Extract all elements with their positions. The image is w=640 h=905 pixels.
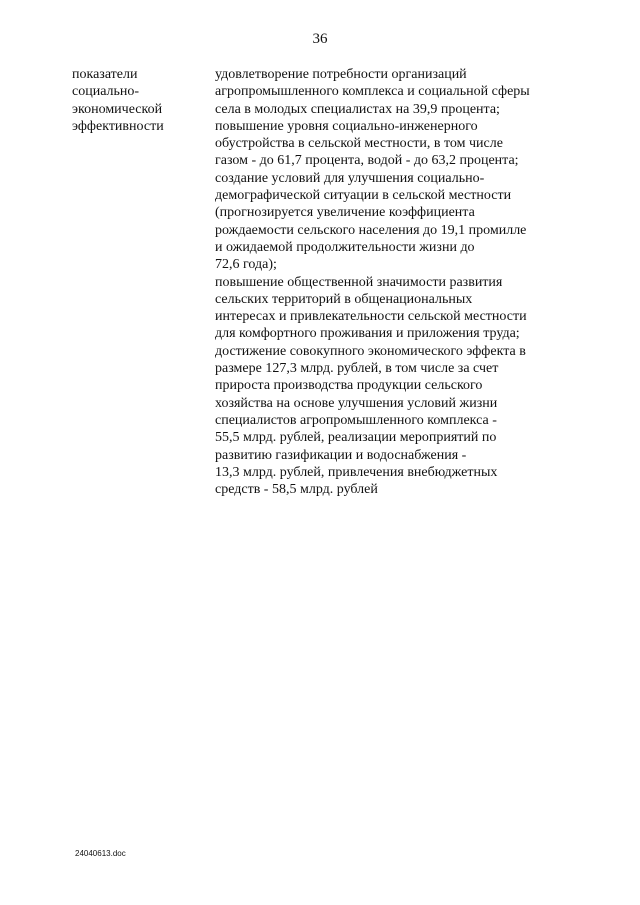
indicator-description xyxy=(215,66,575,498)
content-line: агропромышленного комплекса и социальной сферы xyxy=(215,84,530,100)
label-line: социально- xyxy=(72,84,140,100)
content-line: интересах и привлекательности сельской местности xyxy=(215,309,527,325)
content-line: 55,5 млрд. рублей, реализации мероприятий по xyxy=(215,430,497,446)
content-line: хозяйства на основе улучшения условий жизни xyxy=(215,395,498,411)
content-line: удовлетворение потребности организаций xyxy=(215,67,467,82)
content-line: 13,3 млрд. рублей, привлечения внебюджетных xyxy=(215,464,498,480)
content-line: создание условий для улучшения социально- xyxy=(215,170,485,186)
content-line: для комфортного проживания и приложения труда; xyxy=(215,326,520,342)
content-line: размере 127,3 млрд. рублей, в том числе за счет xyxy=(215,361,499,377)
label-line: экономической xyxy=(72,101,163,117)
content-line: специалистов агропромышленного комплекса - xyxy=(215,412,497,428)
content-line: и ожидаемой продолжительности жизни до xyxy=(215,239,475,255)
content-line: обустройства в сельской местности, в том числе xyxy=(215,136,503,152)
page-number: 36 xyxy=(312,31,328,47)
content-line: газом - до 61,7 процента, водой - до 63,2 процента; xyxy=(215,153,519,169)
content-line: прироста производства продукции сельского xyxy=(215,378,483,394)
content-line: демографической ситуации в сельской местности xyxy=(215,188,512,204)
indicator-label xyxy=(72,66,192,135)
content-line: повышение уровня социально-инженерного xyxy=(215,118,478,134)
document-filename: 24040613.doc xyxy=(75,849,126,858)
label-line: эффективности xyxy=(72,118,164,134)
content-line: достижение совокупного экономического эффекта в xyxy=(215,343,526,359)
content-line: рождаемости сельского населения до 19,1 промилле xyxy=(215,222,527,238)
content-line: села в молодых специалистах на 39,9 процента; xyxy=(215,101,500,117)
content-line: повышение общественной значимости развития xyxy=(215,274,503,290)
content-line: развитию газификации и водоснабжения - xyxy=(215,447,467,463)
content-line: сельских территорий в общенациональных xyxy=(215,291,473,307)
content-line: средств - 58,5 млрд. рублей xyxy=(215,482,378,498)
content-line: (прогнозируется увеличение коэффициента xyxy=(215,205,475,221)
label-line: показатели xyxy=(72,67,138,82)
content-line: 72,6 года); xyxy=(215,257,277,273)
